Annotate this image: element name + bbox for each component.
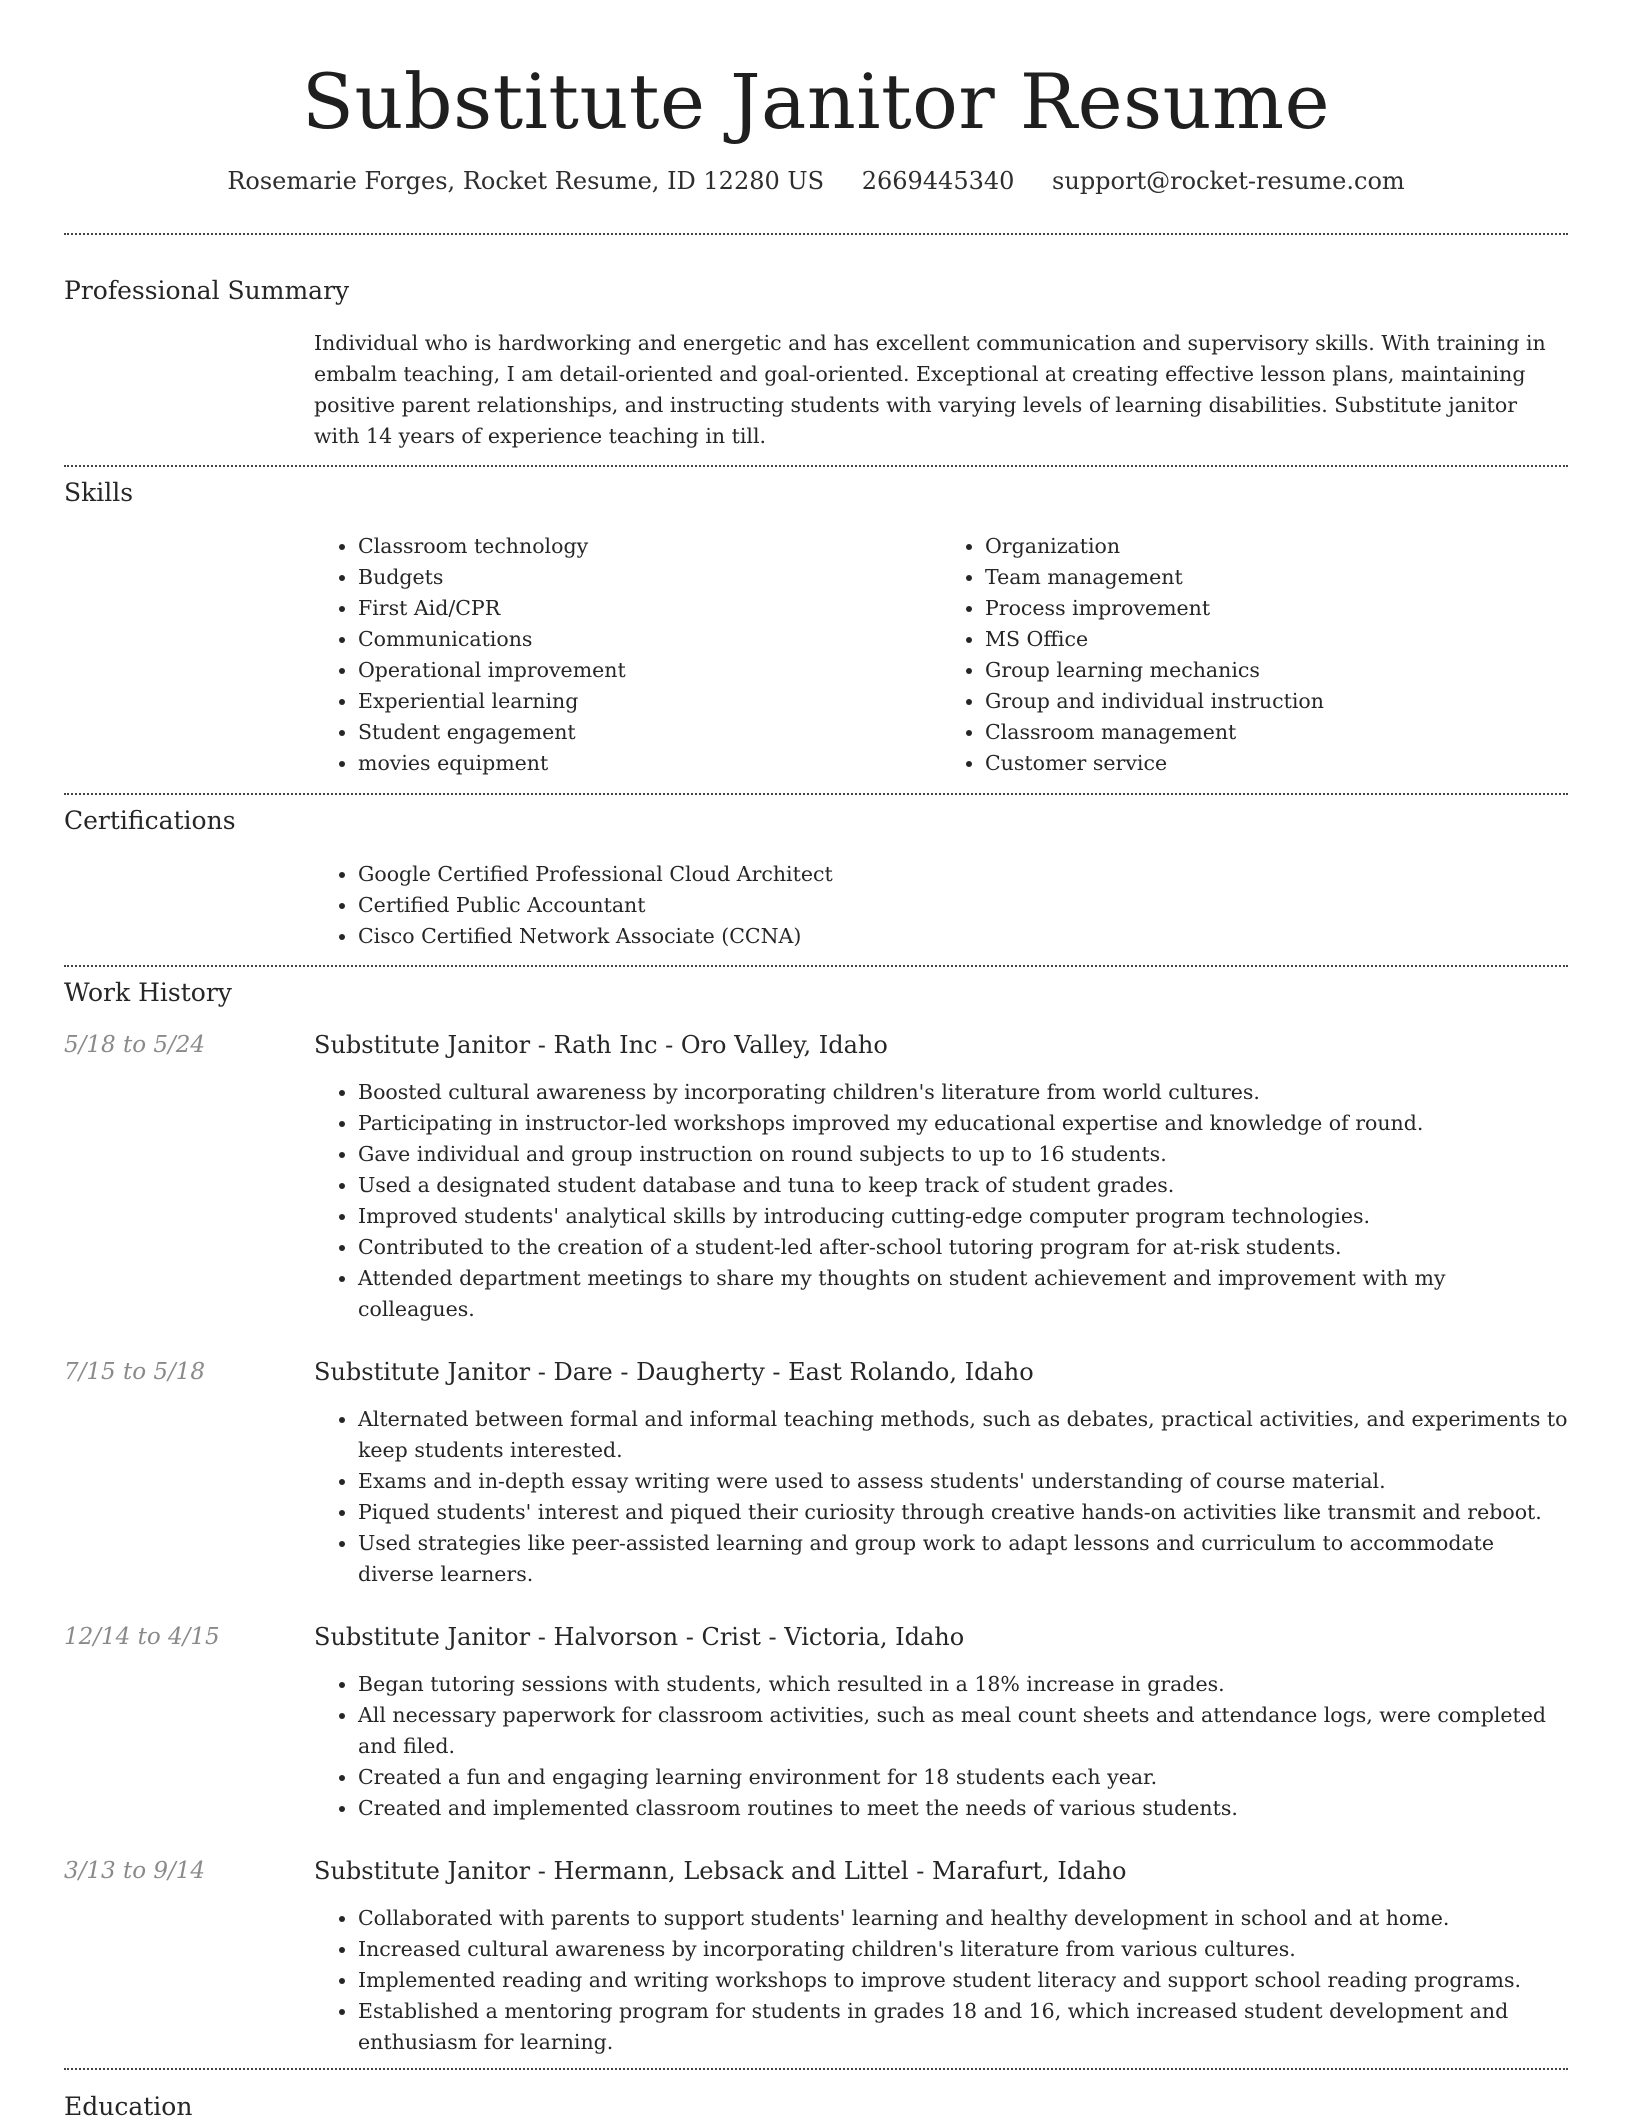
contact-line xyxy=(64,166,1568,196)
list-item: • Operational improvement xyxy=(358,655,941,686)
list-item: • Increased cultural awareness by incorporating children's literature from various cultures. xyxy=(358,1934,1568,1965)
list-item: • Established a mentoring program for students in grades 18 and 16, which increased student development and enthusiasm for learning. xyxy=(358,1996,1568,2058)
job-entry xyxy=(64,1622,1568,1824)
list-item: • Certified Public Accountant xyxy=(358,890,1568,921)
work-history-section xyxy=(64,967,1568,2058)
list-item: • Team management xyxy=(985,562,1568,593)
list-item: • movies equipment xyxy=(358,748,941,779)
list-item: • Created and implemented classroom routines to meet the needs of various students. xyxy=(358,1793,1568,1824)
list-item: • MS Office xyxy=(985,624,1568,655)
list-item: • Participating in instructor-led workshops improved my educational expertise and knowledge of round. xyxy=(358,1108,1568,1139)
skills-section xyxy=(64,467,1568,779)
certifications-heading: Certifications xyxy=(64,806,236,835)
list-item: • Group learning mechanics xyxy=(985,655,1568,686)
job-bullets xyxy=(314,1077,1568,1325)
skills-list-left xyxy=(314,531,941,779)
contact-phone: 2669445340 xyxy=(861,167,1015,195)
list-item: • Student engagement xyxy=(358,717,941,748)
job-bullets xyxy=(314,1669,1568,1824)
list-item: • Attended department meetings to share my thoughts on student achievement and improvement with my colleagues. xyxy=(358,1263,1568,1325)
job-bullets xyxy=(314,1903,1568,2058)
job-title: Substitute Janitor - Dare - Daugherty - East Rolando, Idaho xyxy=(314,1358,1034,1386)
list-item: • Process improvement xyxy=(985,593,1568,624)
list-item: • All necessary paperwork for classroom activities, such as meal count sheets and attendance logs, were completed and filed. xyxy=(358,1700,1568,1762)
list-item: • Customer service xyxy=(985,748,1568,779)
job-entry xyxy=(64,1030,1568,1325)
contact-email: support@rocket-resume.com xyxy=(1052,167,1405,195)
job-title: Substitute Janitor - Hermann, Lebsack and Littel - Marafurt, Idaho xyxy=(314,1857,1127,1885)
list-item: • Implemented reading and writing workshops to improve student literacy and support school reading programs. xyxy=(358,1965,1568,1996)
contact-address: Rosemarie Forges, Rocket Resume, ID 12280 US xyxy=(227,167,825,195)
job-title: Substitute Janitor - Halvorson - Crist - Victoria, Idaho xyxy=(314,1623,965,1651)
job-entry xyxy=(64,1357,1568,1590)
job-dates: 3/13 to 9/14 xyxy=(64,1858,206,1884)
list-item: • Began tutoring sessions with students, which resulted in a 18% increase in grades. xyxy=(358,1669,1568,1700)
job-dates: 12/14 to 4/15 xyxy=(64,1624,220,1650)
list-item: • Cisco Certified Network Associate (CCNA) xyxy=(358,921,1568,952)
certifications-section xyxy=(64,795,1568,952)
list-item: • Improved students' analytical skills by introducing cutting-edge computer program technologies. xyxy=(358,1201,1568,1232)
jobs-container xyxy=(64,1030,1568,2058)
list-item: • Boosted cultural awareness by incorporating children's literature from world cultures. xyxy=(358,1077,1568,1108)
skills-list-right xyxy=(941,531,1568,779)
list-item: • Experiential learning xyxy=(358,686,941,717)
work-history-heading: Work History xyxy=(64,978,232,1007)
summary-heading: Professional Summary xyxy=(64,276,350,305)
job-entry xyxy=(64,1856,1568,2058)
job-title: Substitute Janitor - Rath Inc - Oro Valley, Idaho xyxy=(314,1031,888,1059)
job-bullets xyxy=(314,1404,1568,1590)
list-item: • Contributed to the creation of a student-led after-school tutoring program for at-risk students. xyxy=(358,1232,1568,1263)
list-item: • Organization xyxy=(985,531,1568,562)
summary-section xyxy=(64,235,1568,452)
list-item: • Group and individual instruction xyxy=(985,686,1568,717)
job-dates: 7/15 to 5/18 xyxy=(64,1359,206,1385)
skills-heading: Skills xyxy=(64,478,134,507)
list-item: • Used a designated student database and tuna to keep track of student grades. xyxy=(358,1170,1568,1201)
resume-page xyxy=(64,0,1568,2070)
certifications-list xyxy=(314,859,1568,952)
list-item: • Exams and in-depth essay writing were used to assess students' understanding of course material. xyxy=(358,1466,1568,1497)
list-item: • Used strategies like peer-assisted learning and group work to adapt lessons and curriculum to accommodate diverse learners. xyxy=(358,1528,1568,1590)
list-item: • Alternated between formal and informal teaching methods, such as debates, practical activities, and experiments to keep students interested. xyxy=(358,1404,1568,1466)
list-item: • Collaborated with parents to support students' learning and healthy development in school and at home. xyxy=(358,1903,1568,1934)
list-item: • Google Certified Professional Cloud Architect xyxy=(358,859,1568,890)
list-item: • Gave individual and group instruction on round subjects to up to 16 students. xyxy=(358,1139,1568,1170)
job-dates: 5/18 to 5/24 xyxy=(64,1032,206,1058)
divider xyxy=(64,2068,1568,2070)
summary-text: Individual who is hardworking and energetic and has excellent communication and supervisory skills. With training in embalm teaching, I am detail-oriented and goal-oriented. Exceptional at creating effective lesson plans, maintaining positive parent relationships, and instructing students with varying levels of learning disabilities. Substitute janitor with 14 years of experience teaching in till. xyxy=(314,331,1546,448)
list-item: • Budgets xyxy=(358,562,941,593)
list-item: • First Aid/CPR xyxy=(358,593,941,624)
resume-title: Substitute Janitor Resume xyxy=(301,57,1331,146)
list-item: • Classroom management xyxy=(985,717,1568,748)
list-item: • Piqued students' interest and piqued their curiosity through creative hands-on activities like transmit and reboot. xyxy=(358,1497,1568,1528)
list-item: • Communications xyxy=(358,624,941,655)
education-heading: Education xyxy=(64,2092,193,2121)
list-item: • Created a fun and engaging learning environment for 18 students each year. xyxy=(358,1762,1568,1793)
list-item: • Classroom technology xyxy=(358,531,941,562)
